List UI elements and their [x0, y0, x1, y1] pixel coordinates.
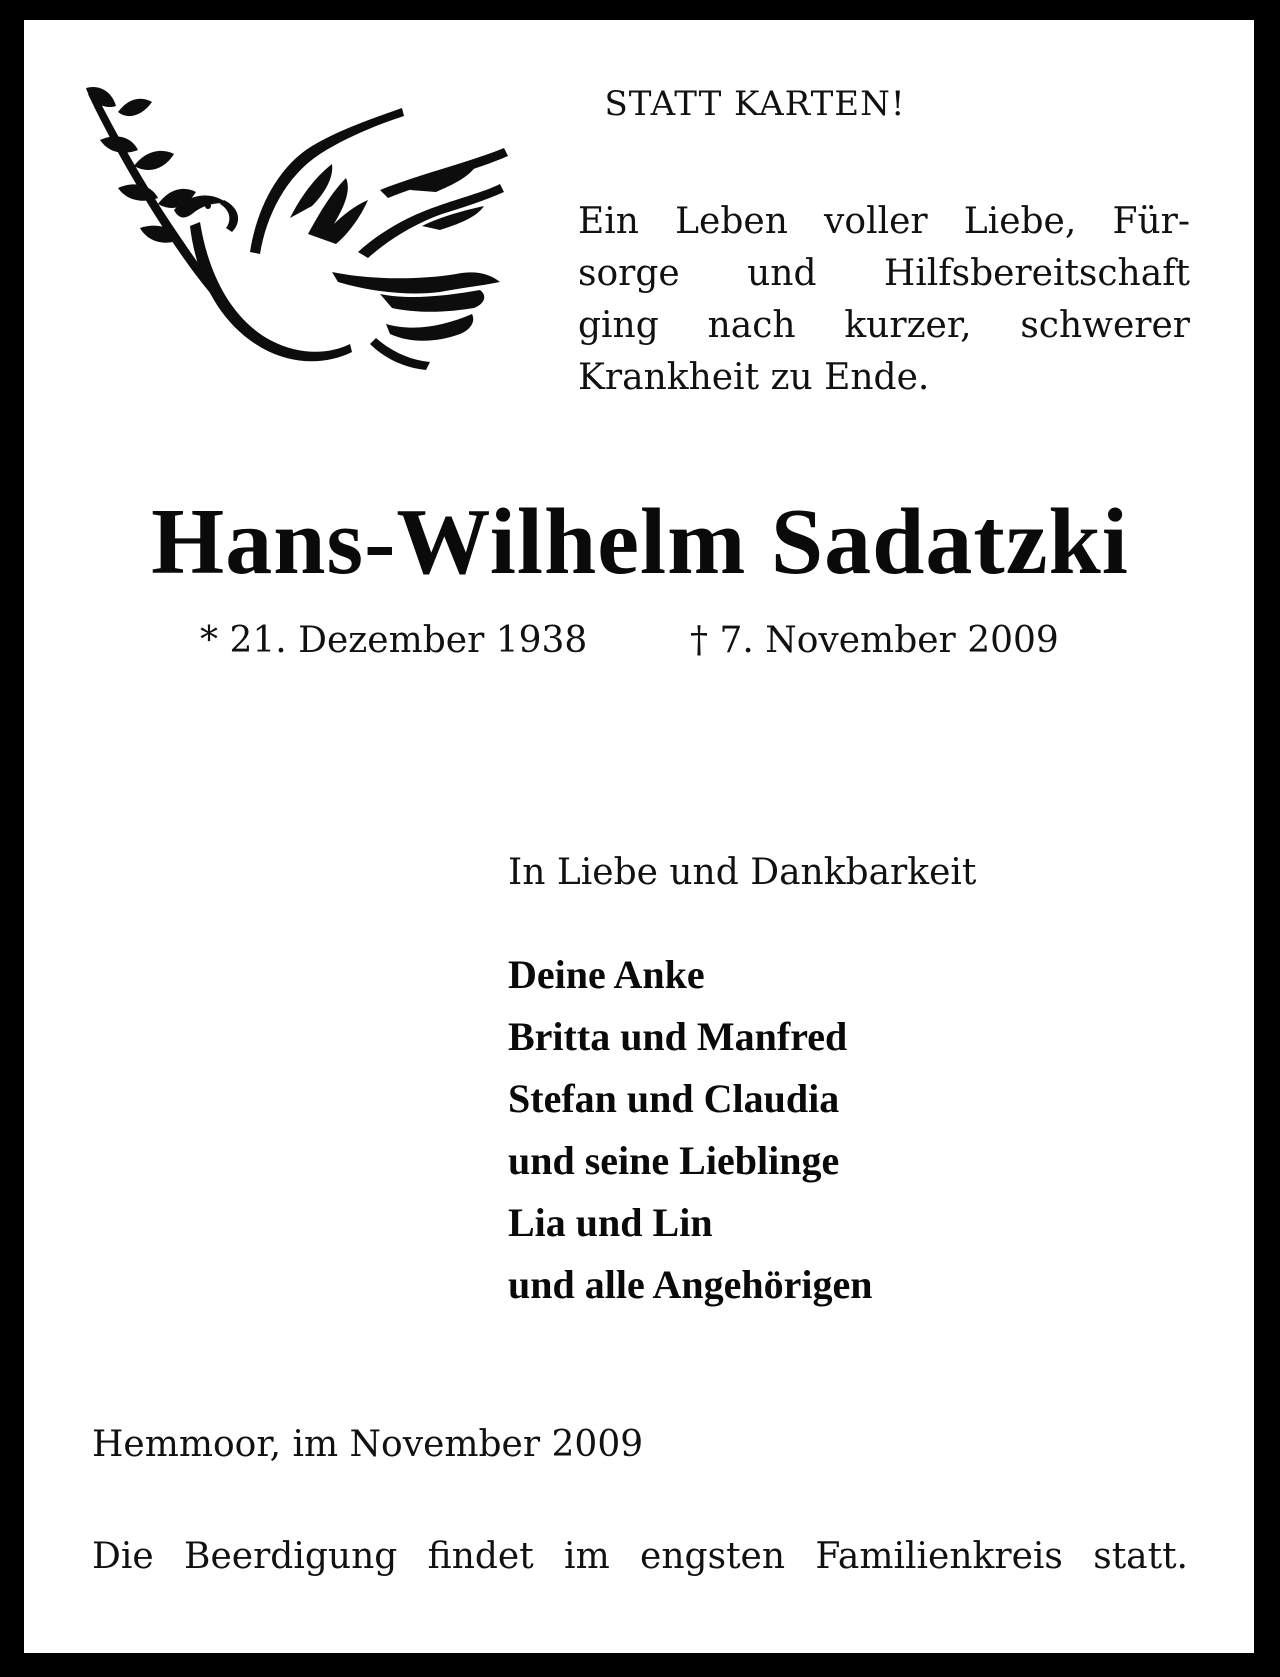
mourners-list — [508, 944, 873, 1316]
header-note: STATT KARTEN! — [604, 84, 906, 124]
list-item: Deine Anke — [508, 952, 705, 997]
birth-date: * 21. Dezember 1938 — [200, 620, 588, 661]
intro-line: ging nach kurzer, schwerer — [578, 305, 1190, 346]
death-date: † 7. November 2009 — [690, 620, 1059, 661]
place-and-date: Hemmoor, im November 2009 — [92, 1424, 644, 1465]
list-item: Stefan und Claudia — [508, 1076, 840, 1121]
list-item: Britta und Manfred — [508, 1014, 848, 1059]
dove-with-olive-branch-icon — [80, 82, 550, 392]
intro-line: Ein Leben voller Liebe, Für- — [578, 201, 1190, 242]
intro-line: Krankheit zu Ende. — [578, 357, 930, 398]
list-item: Lia und Lin — [508, 1200, 713, 1245]
list-item: und alle Angehörigen — [508, 1262, 873, 1307]
intro-text — [578, 196, 1190, 404]
closing-phrase: In Liebe und Dankbarkeit — [508, 852, 977, 893]
funeral-note: Die Beerdigung findet im engsten Familienkreis statt. — [92, 1536, 1188, 1577]
deceased-name: Hans-Wilhelm Sadatzki — [151, 490, 1129, 594]
list-item: und seine Lieblinge — [508, 1138, 840, 1183]
intro-line: sorge und Hilfsbereitschaft — [578, 253, 1190, 294]
